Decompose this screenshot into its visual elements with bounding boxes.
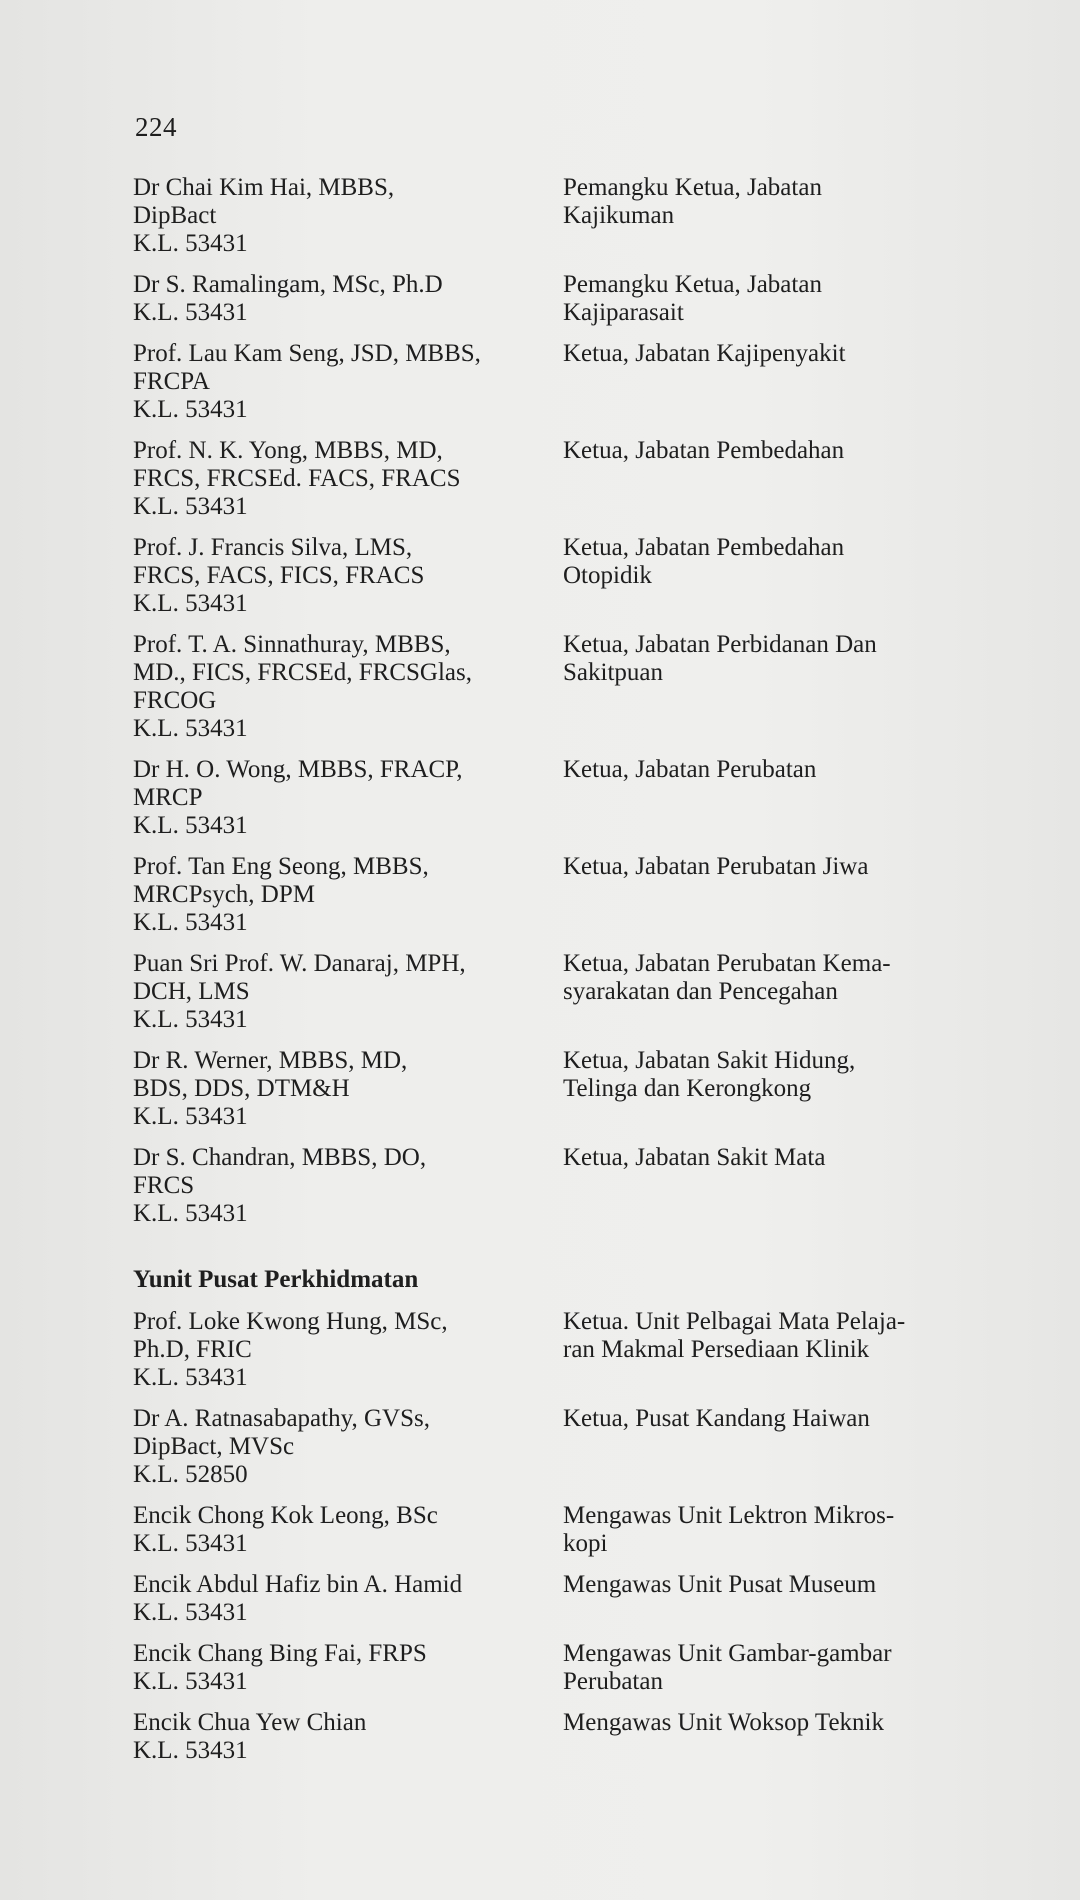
- directory-entry: [133, 1144, 1013, 1228]
- entry-left-line: Dr S. Chandran, MBBS, DO,: [133, 1144, 427, 1171]
- staff-name-qualifications: [133, 271, 563, 327]
- staff-name-qualifications: [133, 340, 563, 424]
- staff-position: [563, 534, 1011, 590]
- entry-right-line: Ketua, Jabatan Pembedahan: [563, 437, 845, 464]
- entry-right-line: Ketua, Jabatan Perubatan Kema-: [563, 950, 891, 977]
- entry-left-line: DipBact: [133, 202, 217, 229]
- service-units-list: [133, 1308, 1013, 1765]
- entry-left-line: DipBact, MVSc: [133, 1433, 295, 1460]
- directory-entry: [133, 1047, 1013, 1131]
- directory-entry: [133, 1709, 1013, 1765]
- staff-name-qualifications: [133, 174, 563, 258]
- entry-right-line: Kajiparasait: [563, 299, 684, 326]
- staff-name-qualifications: [133, 1502, 563, 1558]
- entry-left-line: K.L. 53431: [133, 1737, 248, 1764]
- staff-position: [563, 1571, 1011, 1599]
- staff-position: [563, 1405, 1011, 1433]
- staff-position: [563, 1709, 1011, 1737]
- entry-right-line: Kajikuman: [563, 202, 675, 229]
- directory-entry: [133, 756, 1013, 840]
- entry-right-line: Ketua, Jabatan Perubatan: [563, 756, 817, 783]
- entry-left-line: K.L. 53431: [133, 1200, 248, 1227]
- entry-left-line: FRCPA: [133, 368, 210, 395]
- staff-directory: [133, 174, 1013, 1778]
- entry-right-line: Ketua. Unit Pelbagai Mata Pelaja-: [563, 1308, 906, 1335]
- entry-left-line: Ph.D, FRIC: [133, 1336, 252, 1363]
- staff-position: [563, 271, 1011, 327]
- entry-right-line: Ketua, Jabatan Perbidanan Dan: [563, 631, 877, 658]
- staff-name-qualifications: [133, 1405, 563, 1489]
- entry-left-line: K.L. 53431: [133, 1668, 248, 1695]
- entry-left-line: MRCPsych, DPM: [133, 881, 315, 908]
- directory-entry: [133, 271, 1013, 327]
- staff-name-qualifications: [133, 1144, 563, 1228]
- entry-left-line: Prof. Lau Kam Seng, JSD, MBBS,: [133, 340, 481, 367]
- entry-right-line: Mengawas Unit Lektron Mikros-: [563, 1502, 895, 1529]
- entry-right-line: Ketua, Jabatan Sakit Hidung,: [563, 1047, 856, 1074]
- staff-name-qualifications: [133, 853, 563, 937]
- entry-left-line: FRCS, FRCSEd. FACS, FRACS: [133, 465, 461, 492]
- entry-left-line: Dr Chai Kim Hai, MBBS,: [133, 174, 395, 201]
- staff-position: [563, 340, 1011, 368]
- staff-position: [563, 437, 1011, 465]
- entry-right-line: Mengawas Unit Pusat Museum: [563, 1571, 877, 1598]
- entry-left-line: Dr S. Ramalingam, MSc, Ph.D: [133, 271, 443, 298]
- staff-name-qualifications: [133, 1308, 563, 1392]
- entry-left-line: Prof. T. A. Sinnathuray, MBBS,: [133, 631, 451, 658]
- entry-left-line: K.L. 53431: [133, 909, 248, 936]
- entry-left-line: FRCOG: [133, 687, 217, 714]
- directory-entry: [133, 1640, 1013, 1696]
- staff-name-qualifications: [133, 756, 563, 840]
- entry-left-line: K.L. 53431: [133, 1530, 248, 1557]
- entry-left-line: K.L. 53431: [133, 1006, 248, 1033]
- entry-left-line: K.L. 53431: [133, 1364, 248, 1391]
- staff-name-qualifications: [133, 1709, 563, 1765]
- entry-right-line: Ketua, Jabatan Perubatan Jiwa: [563, 853, 869, 880]
- directory-entry: [133, 174, 1013, 258]
- entry-right-line: syarakatan dan Pencegahan: [563, 978, 838, 1005]
- staff-name-qualifications: [133, 1047, 563, 1131]
- entry-right-line: Pemangku Ketua, Jabatan: [563, 174, 822, 201]
- entry-left-line: K.L. 53431: [133, 299, 248, 326]
- directory-entry: [133, 1502, 1013, 1558]
- staff-position: [563, 631, 1011, 687]
- entry-left-line: K.L. 52850: [133, 1461, 248, 1488]
- entry-left-line: DCH, LMS: [133, 978, 250, 1005]
- entry-left-line: Dr A. Ratnasabapathy, GVSs,: [133, 1405, 430, 1432]
- entry-left-line: K.L. 53431: [133, 590, 248, 617]
- directory-entry: [133, 1308, 1013, 1392]
- entry-right-line: Ketua, Jabatan Kajipenyakit: [563, 340, 846, 367]
- entry-left-line: Encik Chong Kok Leong, BSc: [133, 1502, 438, 1529]
- staff-position: [563, 853, 1011, 881]
- entry-left-line: BDS, DDS, DTM&H: [133, 1075, 350, 1102]
- staff-position: [563, 1640, 1011, 1696]
- entry-left-line: K.L. 53431: [133, 1599, 248, 1626]
- directory-entry: [133, 1405, 1013, 1489]
- entry-left-line: Prof. Loke Kwong Hung, MSc,: [133, 1308, 448, 1335]
- directory-entry: [133, 1571, 1013, 1627]
- staff-position: [563, 174, 1011, 230]
- directory-entry: [133, 437, 1013, 521]
- entry-left-line: K.L. 53431: [133, 396, 248, 423]
- staff-position: [563, 756, 1011, 784]
- entry-left-line: Prof. N. K. Yong, MBBS, MD,: [133, 437, 443, 464]
- entry-left-line: Puan Sri Prof. W. Danaraj, MPH,: [133, 950, 466, 977]
- directory-entry: [133, 340, 1013, 424]
- entry-left-line: MD., FICS, FRCSEd, FRCSGlas,: [133, 659, 473, 686]
- directory-entry: [133, 950, 1013, 1034]
- staff-name-qualifications: [133, 950, 563, 1034]
- entry-right-line: Ketua, Pusat Kandang Haiwan: [563, 1405, 870, 1432]
- entry-right-line: Sakitpuan: [563, 659, 663, 686]
- directory-entry: [133, 853, 1013, 937]
- entry-left-line: Prof. Tan Eng Seong, MBBS,: [133, 853, 429, 880]
- entry-right-line: Perubatan: [563, 1668, 663, 1695]
- entry-left-line: K.L. 53431: [133, 715, 248, 742]
- entry-left-line: Encik Chang Bing Fai, FRPS: [133, 1640, 427, 1667]
- entry-left-line: MRCP: [133, 784, 203, 811]
- entry-left-line: FRCS, FACS, FICS, FRACS: [133, 562, 425, 589]
- section-heading: Yunit Pusat Perkhidmatan: [133, 1266, 419, 1293]
- department-heads-list: [133, 174, 1013, 1228]
- staff-name-qualifications: [133, 1640, 563, 1696]
- entry-left-line: K.L. 53431: [133, 812, 248, 839]
- staff-name-qualifications: [133, 1571, 563, 1627]
- entry-right-line: Mengawas Unit Gambar-gambar: [563, 1640, 892, 1667]
- directory-entry: [133, 631, 1013, 743]
- staff-position: [563, 1502, 1011, 1558]
- entry-left-line: Dr R. Werner, MBBS, MD,: [133, 1047, 408, 1074]
- entry-left-line: Encik Abdul Hafiz bin A. Hamid: [133, 1571, 463, 1598]
- page-number: 224: [135, 112, 177, 142]
- entry-right-line: Ketua, Jabatan Pembedahan: [563, 534, 845, 561]
- entry-right-line: Mengawas Unit Woksop Teknik: [563, 1709, 884, 1736]
- staff-position: [563, 950, 1011, 1006]
- entry-left-line: K.L. 53431: [133, 230, 248, 257]
- staff-position: [563, 1144, 1011, 1172]
- entry-left-line: Encik Chua Yew Chian: [133, 1709, 367, 1736]
- entry-left-line: K.L. 53431: [133, 493, 248, 520]
- directory-entry: [133, 534, 1013, 618]
- entry-right-line: ran Makmal Persediaan Klinik: [563, 1336, 870, 1363]
- entry-right-line: Telinga dan Kerongkong: [563, 1075, 812, 1102]
- staff-position: [563, 1308, 1011, 1364]
- entry-left-line: Dr H. O. Wong, MBBS, FRACP,: [133, 756, 463, 783]
- entry-right-line: Ketua, Jabatan Sakit Mata: [563, 1144, 826, 1171]
- staff-name-qualifications: [133, 534, 563, 618]
- staff-name-qualifications: [133, 631, 563, 743]
- entry-right-line: Otopidik: [563, 562, 652, 589]
- staff-position: [563, 1047, 1011, 1103]
- entry-left-line: Prof. J. Francis Silva, LMS,: [133, 534, 413, 561]
- staff-name-qualifications: [133, 437, 563, 521]
- entry-left-line: FRCS: [133, 1172, 195, 1199]
- entry-right-line: kopi: [563, 1530, 608, 1557]
- entry-left-line: K.L. 53431: [133, 1103, 248, 1130]
- entry-right-line: Pemangku Ketua, Jabatan: [563, 271, 822, 298]
